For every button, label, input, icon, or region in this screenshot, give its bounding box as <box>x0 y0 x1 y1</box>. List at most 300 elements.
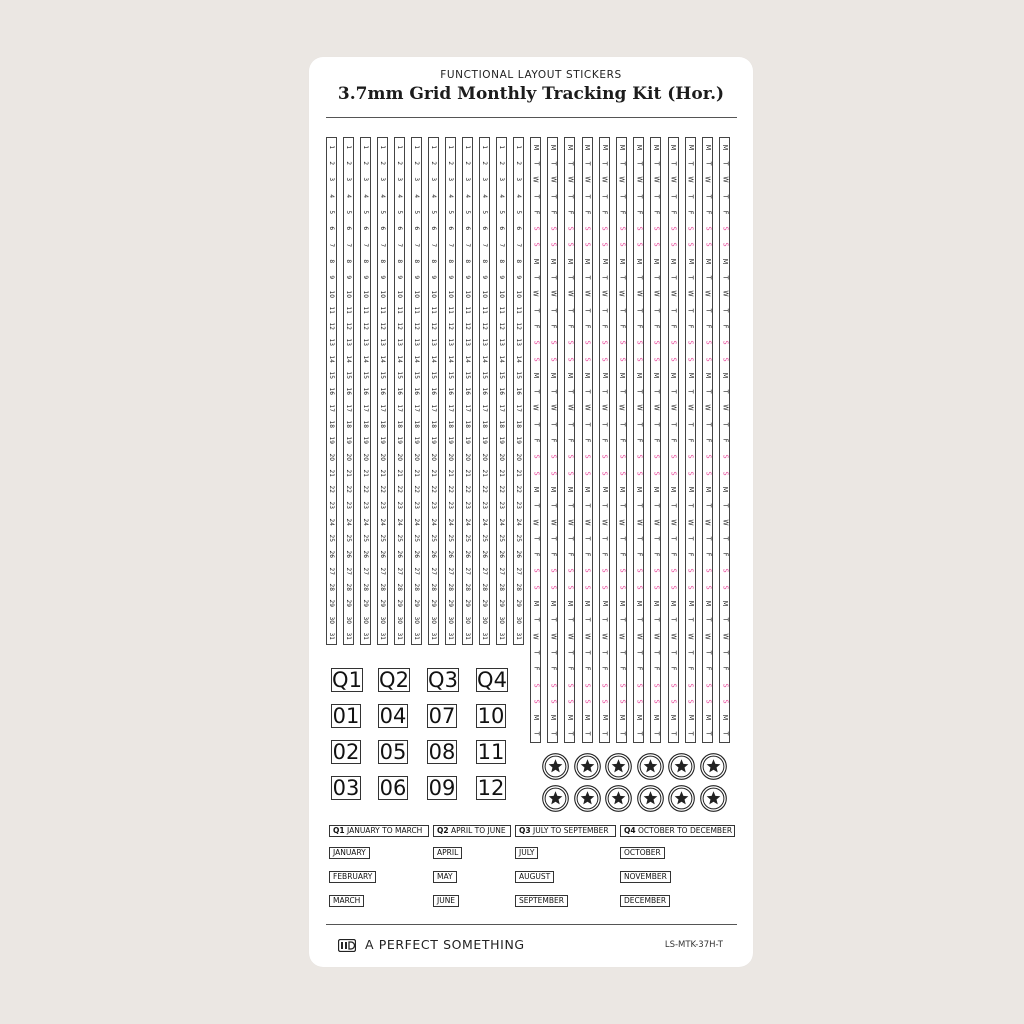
date-number: 8 <box>327 259 336 264</box>
date-number: 28 <box>463 583 472 591</box>
weekday-letter: T <box>549 503 558 508</box>
weekday-cell <box>720 416 729 432</box>
weekday-letter: W <box>566 290 575 297</box>
weekday-letter: T <box>721 536 730 541</box>
weekday-letter: M <box>532 486 540 493</box>
weekday-letter: S <box>618 340 626 345</box>
weekday-cell <box>600 465 609 481</box>
date-cell <box>463 367 472 383</box>
weekday-cell <box>651 237 660 253</box>
weekday-cell <box>531 351 540 367</box>
weekday-letter: M <box>600 144 609 150</box>
date-cell <box>395 286 404 302</box>
date-number: 25 <box>344 534 353 543</box>
weekday-cell <box>651 661 660 677</box>
date-number: 22 <box>344 485 353 494</box>
date-number: 3 <box>412 177 421 182</box>
date-number: 11 <box>514 306 523 314</box>
weekday-letter: W <box>652 176 661 183</box>
date-number: 17 <box>497 404 506 412</box>
date-number: 12 <box>463 322 472 331</box>
weekday-cell <box>651 481 660 497</box>
weekday-letter: T <box>703 161 712 166</box>
weekday-letter: T <box>635 161 644 166</box>
date-cell <box>446 530 455 546</box>
date-number: 23 <box>327 502 336 510</box>
date-number: 22 <box>327 485 336 494</box>
date-number: 31 <box>463 632 472 640</box>
date-cell <box>327 612 336 628</box>
weekday-letter: S <box>549 340 558 345</box>
weekday-cell <box>565 155 574 171</box>
weekday-letter: T <box>721 308 730 313</box>
date-number: 17 <box>412 404 421 412</box>
weekday-letter: T <box>652 650 661 655</box>
weekday-letter: T <box>703 536 712 541</box>
date-cell <box>327 595 336 611</box>
weekday-cell <box>720 384 729 400</box>
weekday-letter: T <box>635 732 644 736</box>
weekday-cell <box>548 693 557 709</box>
quarter-range-text: OCTOBER TO DECEMBER <box>638 826 733 835</box>
date-number: 6 <box>344 226 353 231</box>
date-cell <box>344 204 353 220</box>
weekday-letter: W <box>600 290 609 297</box>
weekday-letter: S <box>721 340 730 345</box>
weekday-cell <box>565 351 574 367</box>
date-number: 11 <box>463 306 472 314</box>
weekday-cell <box>548 286 557 302</box>
weekday-letter: W <box>652 518 661 526</box>
date-number: 25 <box>327 534 336 543</box>
weekday-letter: W <box>617 290 626 297</box>
weekday-cell <box>634 335 643 351</box>
date-number: 5 <box>497 210 506 215</box>
date-cell <box>480 547 489 563</box>
weekday-letter: M <box>686 372 695 379</box>
date-number: 26 <box>378 550 387 559</box>
weekday-cell <box>548 514 557 530</box>
date-number: 24 <box>395 518 404 526</box>
quarter-sticker: Q3 <box>428 668 458 692</box>
weekday-cell <box>686 563 695 579</box>
date-number: 2 <box>412 161 421 166</box>
weekday-cell <box>686 139 695 155</box>
date-number: 11 <box>429 306 438 314</box>
date-number: 4 <box>463 194 472 198</box>
date-cell <box>344 595 353 611</box>
weekday-cell <box>583 335 592 351</box>
date-number: 28 <box>344 583 353 591</box>
weekday-letter: F <box>600 666 609 671</box>
weekday-cell <box>669 449 678 465</box>
date-number: 27 <box>344 567 353 575</box>
weekday-cell <box>669 188 678 204</box>
weekday-letter: M <box>549 372 558 379</box>
date-cell <box>480 514 489 530</box>
weekday-letter: M <box>532 600 540 607</box>
date-number: 24 <box>463 518 472 526</box>
weekday-letter: F <box>704 666 712 671</box>
date-number: 16 <box>378 387 387 396</box>
date-number: 9 <box>361 275 370 280</box>
date-cell <box>429 139 438 155</box>
weekday-letter: W <box>549 518 558 526</box>
weekday-cell <box>669 302 678 318</box>
date-cell <box>463 302 472 318</box>
date-cell <box>378 628 387 644</box>
weekday-cell <box>565 579 574 595</box>
date-number: 5 <box>412 210 421 215</box>
weekday-cell <box>703 498 712 514</box>
weekday-strip <box>633 137 644 743</box>
weekday-cell <box>686 498 695 514</box>
weekday-cell <box>720 514 729 530</box>
weekday-cell <box>583 302 592 318</box>
date-number: 28 <box>480 583 489 591</box>
weekday-cell <box>686 432 695 448</box>
date-cell <box>514 465 523 481</box>
date-number: 2 <box>327 161 336 166</box>
date-cell <box>327 139 336 155</box>
weekday-letter: S <box>721 683 730 688</box>
date-cell <box>463 563 472 579</box>
date-number: 2 <box>463 161 472 166</box>
weekday-cell <box>669 269 678 285</box>
weekday-letter: M <box>618 372 626 379</box>
weekday-cell <box>720 481 729 497</box>
weekday-letter: F <box>566 552 575 557</box>
weekday-cell <box>600 351 609 367</box>
date-number: 11 <box>378 306 387 314</box>
weekday-cell <box>651 530 660 546</box>
date-number: 13 <box>395 339 404 347</box>
date-cell <box>497 563 506 579</box>
date-number: 14 <box>514 355 523 363</box>
weekday-cell <box>669 514 678 530</box>
weekday-letter: M <box>669 486 678 493</box>
date-number: 12 <box>412 322 421 331</box>
weekday-letter: F <box>566 438 575 443</box>
date-number: 22 <box>463 485 472 494</box>
weekday-cell <box>548 269 557 285</box>
date-cell <box>514 269 523 285</box>
weekday-cell <box>583 693 592 709</box>
date-cell <box>446 286 455 302</box>
weekday-cell <box>686 644 695 660</box>
date-number: 31 <box>327 632 336 640</box>
weekday-cell <box>651 416 660 432</box>
date-cell <box>344 237 353 253</box>
date-number: 25 <box>497 534 506 543</box>
weekday-cell <box>565 432 574 448</box>
date-cell <box>378 465 387 481</box>
date-number: 21 <box>395 469 404 477</box>
weekday-letter: M <box>549 144 558 150</box>
weekday-cell <box>703 677 712 693</box>
date-number: 8 <box>395 259 404 264</box>
weekday-cell <box>531 612 540 628</box>
date-number: 19 <box>429 436 438 445</box>
weekday-letter: W <box>583 633 592 640</box>
date-cell <box>463 188 472 204</box>
date-cell <box>361 400 370 416</box>
date-number: 31 <box>446 632 455 640</box>
weekday-letter: F <box>721 552 730 557</box>
date-cell <box>378 400 387 416</box>
weekday-letter: M <box>618 486 626 493</box>
weekday-letter: W <box>531 633 540 640</box>
date-cell <box>429 204 438 220</box>
quarter-range-label <box>433 825 511 837</box>
date-cell <box>429 449 438 465</box>
date-cell <box>429 400 438 416</box>
date-cell <box>378 204 387 220</box>
weekday-cell <box>634 204 643 220</box>
weekday-letter: S <box>652 683 661 688</box>
date-number: 29 <box>378 599 387 608</box>
weekday-cell <box>703 416 712 432</box>
date-number: 31 <box>480 632 489 640</box>
weekday-letter: F <box>600 552 609 557</box>
date-number: 13 <box>514 339 523 347</box>
weekday-letter: T <box>703 503 712 508</box>
weekday-cell <box>600 449 609 465</box>
date-number: 25 <box>395 534 404 543</box>
date-number: 17 <box>327 404 336 412</box>
weekday-letter: W <box>686 176 695 183</box>
weekday-letter: T <box>703 650 712 655</box>
weekday-cell <box>583 547 592 563</box>
date-number: 23 <box>361 502 370 510</box>
date-number: 30 <box>429 616 438 624</box>
date-number: 12 <box>480 322 489 331</box>
date-number: 4 <box>497 194 506 198</box>
date-number: 13 <box>497 339 506 347</box>
weekday-letter: S <box>549 242 558 247</box>
date-cell <box>344 481 353 497</box>
date-strip <box>394 137 405 645</box>
date-cell <box>344 286 353 302</box>
month-tag: JANUARY <box>329 847 370 859</box>
date-cell <box>463 481 472 497</box>
date-number: 1 <box>514 145 523 150</box>
date-cell <box>412 612 421 628</box>
date-cell <box>497 221 506 237</box>
date-number: 16 <box>429 387 438 396</box>
weekday-cell <box>634 449 643 465</box>
weekday-cell <box>548 155 557 171</box>
weekday-letter: W <box>549 176 558 183</box>
date-number: 15 <box>361 371 370 380</box>
date-number: 4 <box>395 194 404 198</box>
weekday-cell <box>634 514 643 530</box>
date-cell <box>378 367 387 383</box>
date-number: 19 <box>514 436 523 445</box>
date-number: 5 <box>446 210 455 215</box>
date-number: 25 <box>463 534 472 543</box>
date-cell <box>514 286 523 302</box>
weekday-cell <box>548 498 557 514</box>
date-number: 1 <box>429 145 438 150</box>
date-cell <box>344 449 353 465</box>
date-number: 23 <box>497 502 506 510</box>
weekday-letter: F <box>652 552 661 557</box>
weekday-letter: W <box>721 290 730 297</box>
date-number: 29 <box>463 599 472 608</box>
weekday-cell <box>583 188 592 204</box>
date-cell <box>327 155 336 171</box>
date-cell <box>412 432 421 448</box>
weekday-letter: W <box>635 404 644 412</box>
date-number: 9 <box>497 275 506 280</box>
date-cell <box>463 204 472 220</box>
date-number: 8 <box>480 259 489 264</box>
weekday-cell <box>531 139 540 155</box>
date-cell <box>378 563 387 579</box>
date-number: 6 <box>361 226 370 231</box>
weekday-cell <box>669 612 678 628</box>
weekday-letter: S <box>686 471 695 476</box>
weekday-letter: F <box>566 666 575 671</box>
weekday-letter: W <box>635 176 644 183</box>
date-cell <box>412 188 421 204</box>
date-cell <box>446 612 455 628</box>
date-number: 3 <box>344 177 353 182</box>
weekday-cell <box>651 547 660 563</box>
weekday-cell <box>565 498 574 514</box>
weekday-cell <box>651 498 660 514</box>
weekday-letter: S <box>669 699 678 704</box>
weekday-cell <box>703 318 712 334</box>
weekday-letter: T <box>652 617 661 622</box>
date-number: 11 <box>480 306 489 314</box>
date-number: 28 <box>378 583 387 591</box>
weekday-cell <box>703 384 712 400</box>
date-number: 3 <box>463 177 472 182</box>
date-number: 19 <box>395 436 404 445</box>
weekday-letter: S <box>549 585 558 590</box>
weekday-letter: M <box>583 600 592 607</box>
weekday-cell <box>531 221 540 237</box>
weekday-cell <box>634 530 643 546</box>
weekday-cell <box>600 595 609 611</box>
weekday-letter: S <box>566 568 575 573</box>
weekday-cell <box>617 514 626 530</box>
weekday-letter: M <box>652 258 661 264</box>
weekday-cell <box>565 677 574 693</box>
star-badge-icon <box>668 785 695 812</box>
weekday-cell <box>617 432 626 448</box>
date-number: 16 <box>412 387 421 396</box>
weekday-letter: T <box>549 650 558 655</box>
weekday-cell <box>600 367 609 383</box>
weekday-letter: T <box>583 422 592 427</box>
quarter-range-text: JULY TO SEPTEMBER <box>533 826 609 835</box>
weekday-cell <box>686 514 695 530</box>
weekday-cell <box>583 498 592 514</box>
weekday-letter: T <box>566 503 575 508</box>
weekday-strip <box>547 137 558 743</box>
date-number: 2 <box>361 161 370 166</box>
weekday-letter: F <box>652 324 661 329</box>
weekday-cell <box>686 237 695 253</box>
date-number: 29 <box>344 599 353 608</box>
date-cell <box>463 530 472 546</box>
date-number: 25 <box>446 534 455 543</box>
weekday-cell <box>720 155 729 171</box>
weekday-cell <box>583 221 592 237</box>
date-cell <box>378 253 387 269</box>
weekday-letter: W <box>703 633 712 640</box>
date-cell <box>463 139 472 155</box>
date-cell <box>327 416 336 432</box>
date-cell <box>412 351 421 367</box>
date-cell <box>429 416 438 432</box>
weekday-letter: M <box>635 714 644 721</box>
weekday-cell <box>583 644 592 660</box>
weekday-letter: S <box>652 568 661 573</box>
date-cell <box>344 318 353 334</box>
date-cell <box>480 188 489 204</box>
date-number: 13 <box>463 339 472 347</box>
date-cell <box>361 498 370 514</box>
date-number: 15 <box>412 371 421 380</box>
date-cell <box>463 318 472 334</box>
weekday-letter: S <box>704 340 712 345</box>
star-badge-icon <box>542 785 569 812</box>
date-cell <box>429 286 438 302</box>
weekday-cell <box>669 204 678 220</box>
weekday-letter: S <box>618 471 626 476</box>
date-number: 8 <box>463 259 472 264</box>
weekday-letter: S <box>583 242 592 247</box>
weekday-letter: S <box>669 454 678 459</box>
weekday-letter: W <box>566 633 575 640</box>
date-number: 5 <box>344 210 353 215</box>
weekday-letter: S <box>704 683 712 688</box>
date-number: 23 <box>514 502 523 510</box>
weekday-cell <box>565 172 574 188</box>
date-number: 23 <box>344 502 353 510</box>
date-cell <box>412 204 421 220</box>
date-number: 8 <box>497 259 506 264</box>
weekday-letter: T <box>635 389 644 394</box>
date-number: 13 <box>344 339 353 347</box>
weekday-letter: T <box>566 650 575 655</box>
date-number: 21 <box>446 469 455 477</box>
date-number: 23 <box>446 502 455 510</box>
date-cell <box>429 335 438 351</box>
weekday-letter: M <box>721 372 730 379</box>
date-cell <box>446 416 455 432</box>
date-number: 3 <box>514 177 523 182</box>
weekday-letter: F <box>618 438 626 443</box>
date-number: 31 <box>344 632 353 640</box>
date-cell <box>361 465 370 481</box>
date-number: 6 <box>514 226 523 231</box>
date-cell <box>446 384 455 400</box>
weekday-cell <box>669 416 678 432</box>
date-cell <box>463 286 472 302</box>
weekday-letter: M <box>704 600 712 607</box>
date-number: 8 <box>412 259 421 264</box>
weekday-cell <box>583 628 592 644</box>
weekday-letter: S <box>635 357 644 362</box>
weekday-letter: T <box>635 422 644 427</box>
weekday-cell <box>600 416 609 432</box>
date-cell <box>395 237 404 253</box>
